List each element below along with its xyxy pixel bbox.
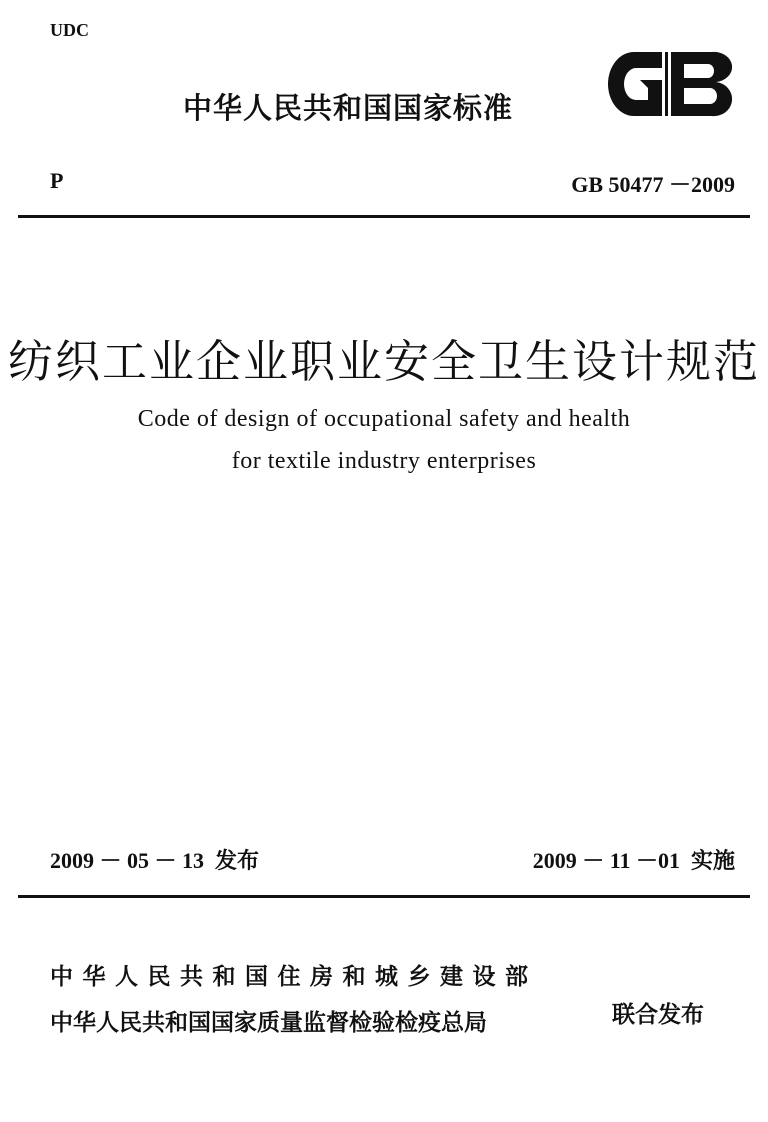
implement-label: 实施: [690, 849, 735, 874]
implementation-date: [533, 844, 735, 875]
joint-publish-label: 联合发布: [612, 1002, 704, 1028]
document-title-english-line2: for textile industry enterprises: [231, 448, 537, 474]
publisher-mohurd: 中华人民共和国住房和城乡建设部: [50, 964, 538, 990]
bottom-divider: [18, 895, 750, 898]
issue-date-value: 2009 － 05 － 13: [50, 848, 205, 873]
top-divider: [18, 215, 750, 218]
document-title-english-line1: Code of design of occupational safety and health: [137, 406, 631, 432]
issue-label: 发布: [215, 849, 260, 874]
standard-type: 中华人民共和国国家标准: [183, 91, 514, 125]
classification-code: P: [50, 168, 64, 193]
implement-date-value: 2009 － 11 －01: [532, 848, 680, 873]
document-title-chinese: 纺织工业企业职业安全卫生设计规范: [7, 335, 760, 388]
issue-date: [50, 844, 259, 875]
gb-logo-icon: [604, 48, 736, 120]
standard-code: GB 50477 －2009: [571, 172, 735, 197]
udc-label: UDC: [50, 20, 89, 40]
publisher-aqsiq: 中华人民共和国国家质量监督检验检疫总局: [50, 1010, 487, 1036]
